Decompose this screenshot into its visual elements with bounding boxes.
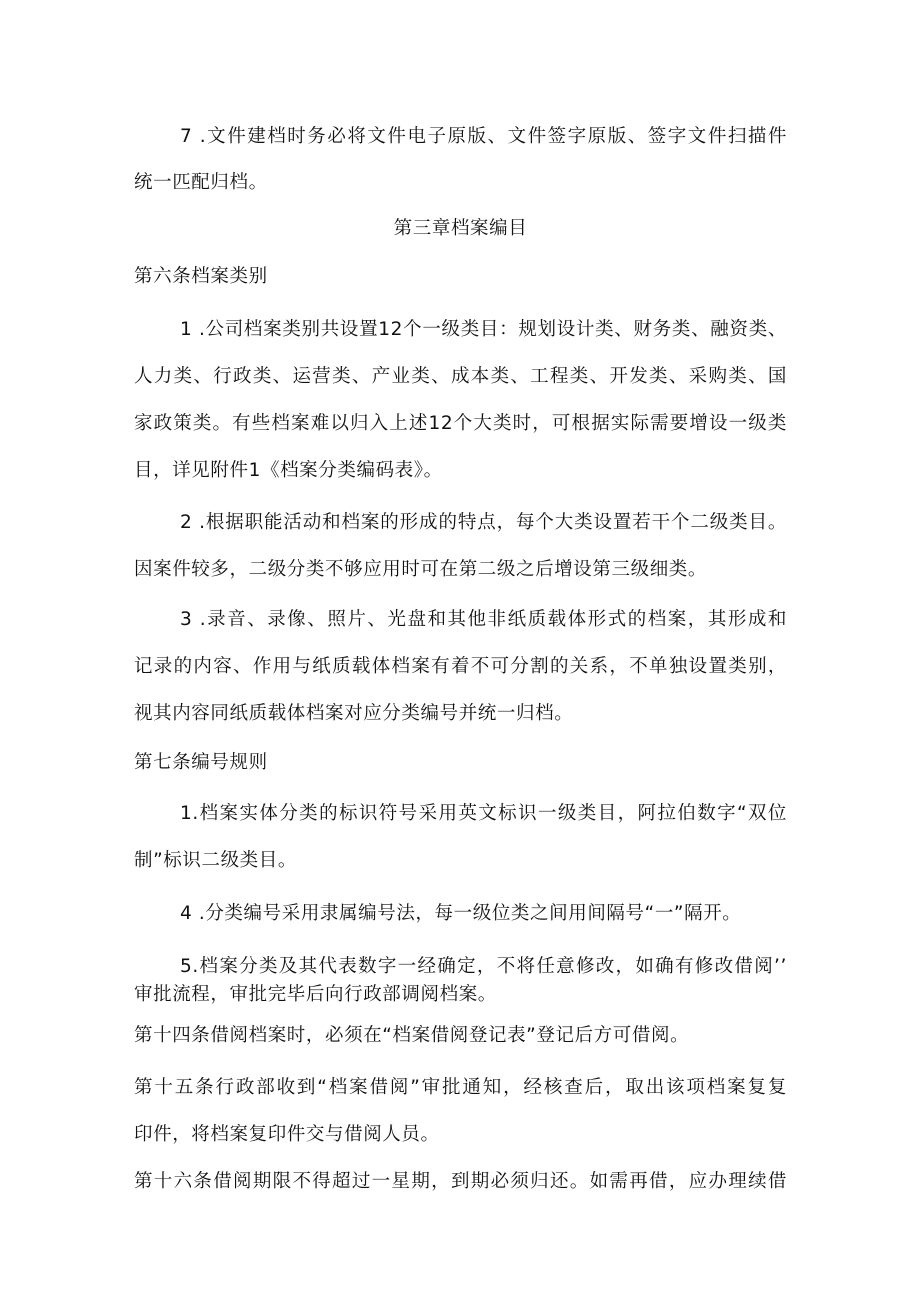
article-16: 第十六条借阅期限不得超过一星期，到期必须归还。如需再借，应办理续借 [134,1171,787,1192]
paragraph-line: 目，详见附件1《档案分类编码表》。 [134,460,443,481]
paragraph-line: 因案件较多，二级分类不够应用时可在第二级之后增设第三级细类。 [134,559,708,580]
paragraph-line: 4 .分类编号采用隶属编号法，每一级位类之间用间隔号“一”隔开。 [180,903,742,924]
paragraph-line: 7 .文件建档时务必将文件电子原版、文件签字原版、签字文件扫描件 [180,126,787,147]
article-title: 第六条档案类别 [134,266,268,287]
paragraph-line: 审批流程，审批完毕后向行政部调阅档案。 [134,984,497,1005]
paragraph-line: 1 .公司档案类别共设置12个一级类目：规划设计类、财务类、融资类、 [180,319,787,340]
paragraph-line: 2 .根据职能活动和档案的形成的特点，每个大类设置若干个二级类目。 [180,512,787,533]
article-title: 第七条编号规则 [134,752,268,773]
paragraph-line: 制”标识二级类目。 [134,850,297,871]
paragraph-line: 家政策类。有些档案难以归入上述12个大类时，可根据实际需要增设一级类 [134,413,787,434]
paragraph-line: 视其内容同纸质载体档案对应分类编号并统一归档。 [134,703,574,724]
paragraph-line: 1.档案实体分类的标识符号采用英文标识一级类目，阿拉伯数字“双位 [180,803,787,824]
paragraph-line: 3 .录音、录像、照片、光盘和其他非纸质载体形式的档案，其形成和 [180,609,787,630]
paragraph-line: 统一匹配归档。 [134,172,268,193]
paragraph-line: 5.档案分类及其代表数字一经确定，不将任意修改，如确有修改借阅’’ [180,956,787,977]
chapter-title: 第三章档案编目 [393,218,528,239]
article-14: 第十四条借阅档案时，必须在“档案借阅登记表”登记后方可借阅。 [134,1025,690,1046]
paragraph-line: 记录的内容、作用与纸质载体档案有着不可分割的关系，不单独设置类别， [134,656,787,677]
article-15-line: 印件，将档案复印件交与借阅人员。 [134,1124,440,1145]
paragraph-line: 人力类、行政类、运营类、产业类、成本类、工程类、开发类、采购类、国 [134,366,787,387]
article-15-line: 第十五条行政部收到“档案借阅”审批通知，经核查后，取出该项档案复复 [134,1077,787,1098]
